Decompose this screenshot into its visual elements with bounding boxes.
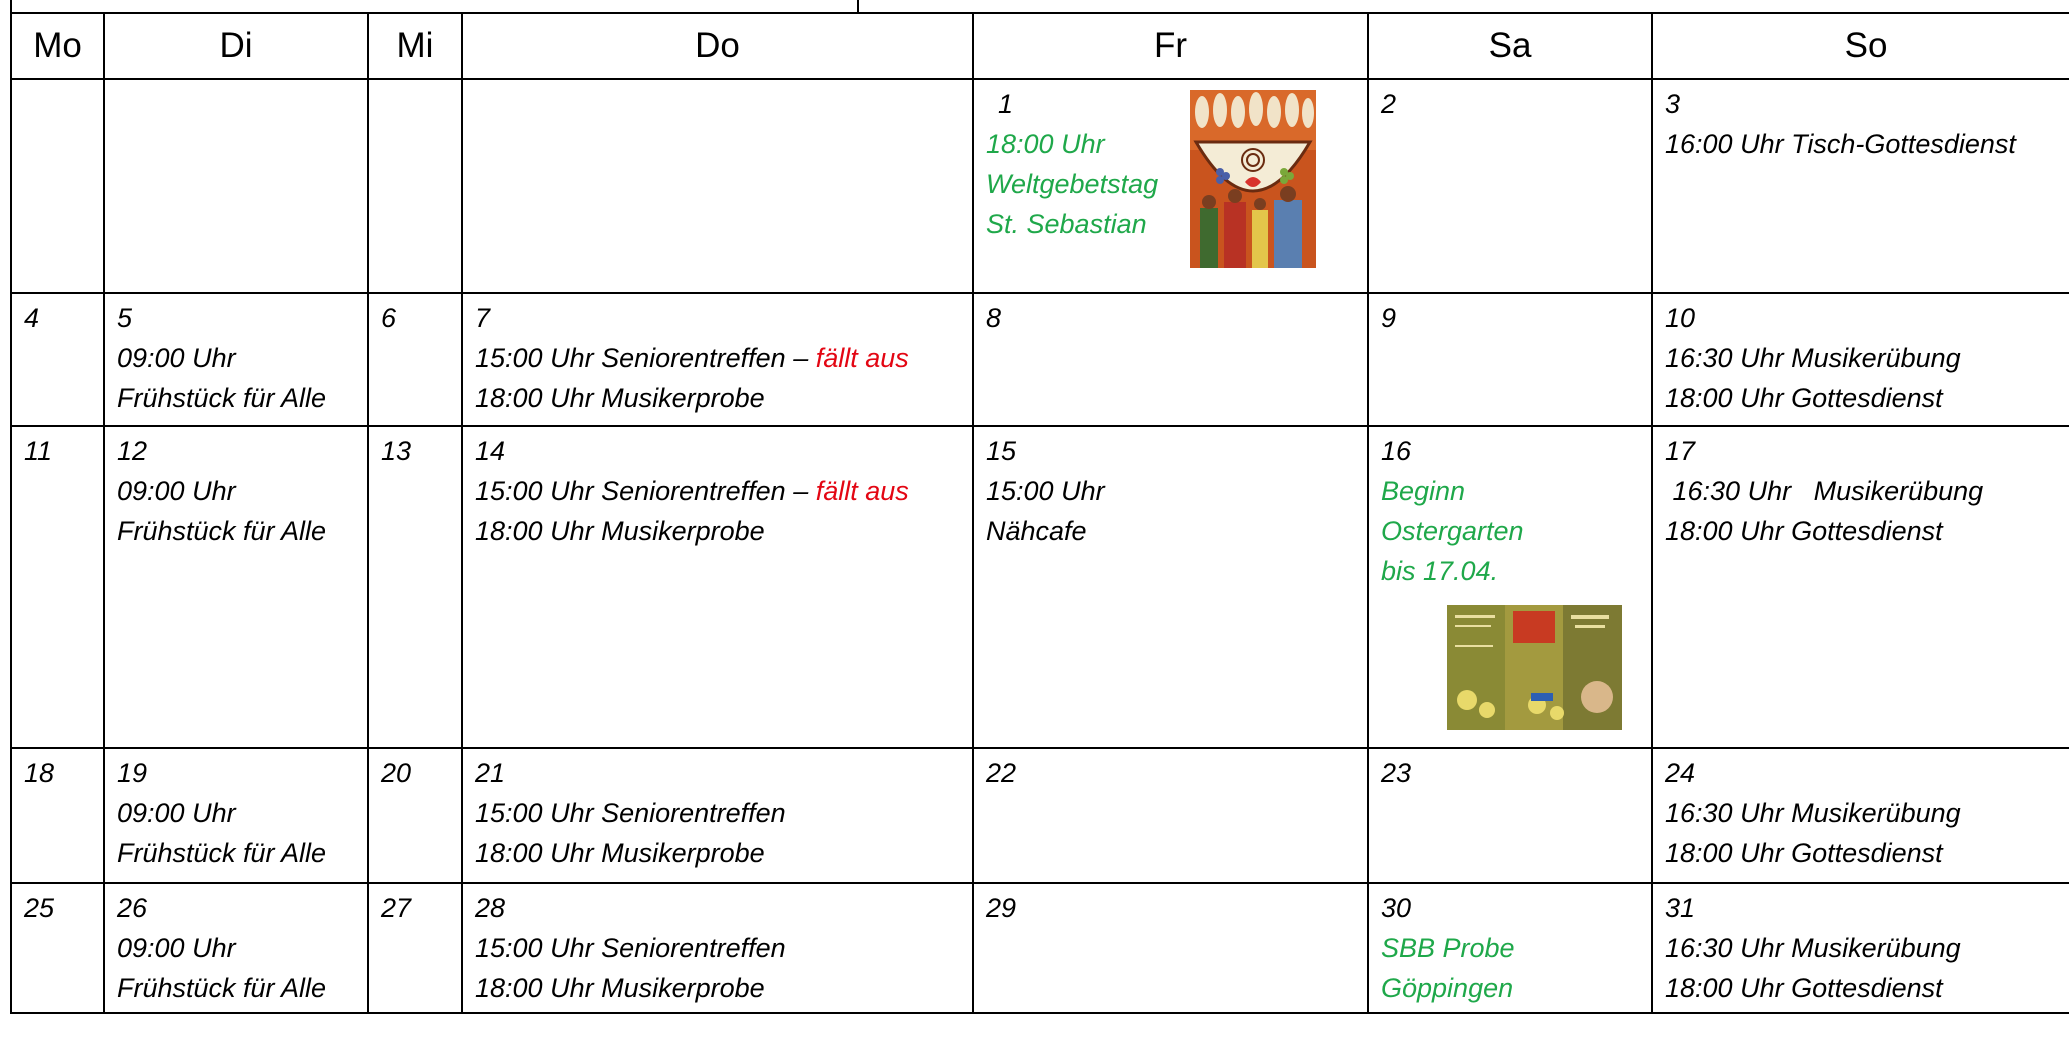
day-number: 20: [381, 758, 412, 788]
day-number: 2: [1381, 89, 1397, 119]
day-cell-do-7: [462, 293, 973, 426]
day-cell-so-17: [1652, 426, 2069, 748]
event-line: [475, 338, 972, 378]
weltgebetstag-poster-image: [1190, 90, 1316, 268]
day-number: 8: [986, 303, 1002, 333]
event-title: Beginn: [1381, 476, 1466, 506]
day-cell-sa-30: [1368, 883, 1652, 1013]
day-cell-di-5: [104, 293, 368, 426]
day-number: 18: [24, 758, 55, 788]
day-number: 7: [475, 303, 491, 333]
day-number: 5: [117, 303, 133, 333]
event-location: Göppingen: [1381, 973, 1514, 1003]
event-time: 15:00 Uhr: [986, 476, 1105, 506]
day-cell-mo-4: [11, 293, 104, 426]
event-time: 09:00 Uhr: [117, 476, 236, 506]
event-line: 16:30 Uhr Musikerübung: [1665, 933, 1961, 963]
day-cell-empty: [104, 79, 368, 293]
week-row-5: [11, 883, 2069, 1013]
day-cell-do-21: [462, 748, 973, 883]
event-title: Frühstück für Alle: [117, 838, 327, 868]
event-line: [475, 471, 972, 511]
day-number: 22: [986, 758, 1017, 788]
header-di: Di: [104, 13, 368, 79]
cancelled-label: fällt aus: [815, 476, 909, 506]
event-line: 16:30 Uhr Musikerübung: [1665, 343, 1961, 373]
day-cell-so-3: [1652, 79, 2069, 293]
event-title: Frühstück für Alle: [117, 516, 327, 546]
event-time: 09:00 Uhr: [117, 933, 236, 963]
day-number: 25: [24, 893, 55, 923]
event-line: 18:00 Uhr Gottesdienst: [1665, 838, 1943, 868]
header-mo: Mo: [11, 13, 104, 79]
day-number: 26: [117, 893, 148, 923]
day-number: 3: [1665, 89, 1681, 119]
day-number: 19: [117, 758, 148, 788]
event-line: 18:00 Uhr Gottesdienst: [1665, 516, 1943, 546]
event-line: 18:00 Uhr Musikerprobe: [475, 973, 765, 1003]
day-number: 29: [986, 893, 1017, 923]
event-line: 15:00 Uhr Seniorentreffen: [475, 933, 786, 963]
day-cell-do-14: [462, 426, 973, 748]
week-row-3: [11, 426, 2069, 748]
ostergarten-flyer-image: [1447, 605, 1622, 730]
day-cell-empty: [368, 79, 462, 293]
day-number: 1: [998, 89, 1014, 119]
calendar-table: [10, 12, 2069, 1014]
weekday-header-row: [11, 13, 2069, 79]
week-row-2: [11, 293, 2069, 426]
event-title: SBB Probe: [1381, 933, 1515, 963]
day-cell-mi-27: [368, 883, 462, 1013]
day-cell-di-26: [104, 883, 368, 1013]
day-cell-mo-11: [11, 426, 104, 748]
day-number: 23: [1381, 758, 1412, 788]
day-number: 28: [475, 893, 506, 923]
event-line: 15:00 Uhr Seniorentreffen: [475, 798, 786, 828]
event-line: 16:30 Uhr Musikerübung: [1665, 798, 1961, 828]
event-title: Frühstück für Alle: [117, 973, 327, 1003]
day-number: 12: [117, 436, 148, 466]
day-cell-sa-23: [1368, 748, 1652, 883]
event-text: 15:00 Uhr Seniorentreffen –: [475, 476, 816, 506]
day-cell-mi-20: [368, 748, 462, 883]
day-cell-sa-9: [1368, 293, 1652, 426]
day-number: 27: [381, 893, 412, 923]
day-number: 16: [1381, 436, 1412, 466]
day-number: 31: [1665, 893, 1696, 923]
event-time: 09:00 Uhr: [117, 343, 236, 373]
event-line: 18:00 Uhr Gottesdienst: [1665, 383, 1943, 413]
cancelled-label: fällt aus: [815, 343, 909, 373]
event-line: 16:30 Uhr Musikerübung: [1665, 476, 1984, 506]
day-cell-do-28: [462, 883, 973, 1013]
event-title: Ostergarten: [1381, 516, 1524, 546]
day-number: 4: [24, 303, 40, 333]
event-title: Frühstück für Alle: [117, 383, 327, 413]
event-time: 18:00 Uhr: [986, 129, 1105, 159]
day-cell-empty: [462, 79, 973, 293]
top-strip-line: [857, 0, 859, 12]
top-strip: [0, 0, 2069, 12]
day-number: 6: [381, 303, 397, 333]
event-title: Nähcafe: [986, 516, 1087, 546]
day-cell-sa-2: [1368, 79, 1652, 293]
event-line: 18:00 Uhr Musikerprobe: [475, 383, 765, 413]
week-row-4: [11, 748, 2069, 883]
event-line: 18:00 Uhr Musikerprobe: [475, 516, 765, 546]
day-number: 15: [986, 436, 1017, 466]
day-cell-fr-29: [973, 883, 1368, 1013]
event-title: Weltgebetstag: [986, 169, 1159, 199]
day-number: 11: [24, 436, 53, 466]
week-row-1: [11, 79, 2069, 293]
event-dates: bis 17.04.: [1381, 556, 1499, 586]
top-strip-line: [10, 0, 12, 12]
day-cell-so-31: [1652, 883, 2069, 1013]
event-location: St. Sebastian: [986, 209, 1147, 239]
header-mi: Mi: [368, 13, 462, 79]
day-number: 9: [1381, 303, 1397, 333]
event-line: 18:00 Uhr Musikerprobe: [475, 838, 765, 868]
day-cell-fr-15: [973, 426, 1368, 748]
event-time: 09:00 Uhr: [117, 798, 236, 828]
day-cell-fr-22: [973, 748, 1368, 883]
day-number: 10: [1665, 303, 1696, 333]
day-cell-mo-25: [11, 883, 104, 1013]
day-cell-so-24: [1652, 748, 2069, 883]
day-cell-di-12: [104, 426, 368, 748]
header-sa: Sa: [1368, 13, 1652, 79]
day-cell-so-10: [1652, 293, 2069, 426]
day-number: 14: [475, 436, 506, 466]
header-fr: Fr: [973, 13, 1368, 79]
day-cell-mi-6: [368, 293, 462, 426]
day-cell-fr-8: [973, 293, 1368, 426]
day-number: 17: [1665, 436, 1696, 466]
day-cell-mi-13: [368, 426, 462, 748]
day-number: 13: [381, 436, 412, 466]
day-cell-di-19: [104, 748, 368, 883]
header-do: Do: [462, 13, 973, 79]
day-number: 21: [475, 758, 506, 788]
event-line: 18:00 Uhr Gottesdienst: [1665, 973, 1943, 1003]
event-line: 16:00 Uhr Tisch-Gottesdienst: [1665, 129, 2016, 159]
header-so: So: [1652, 13, 2069, 79]
day-cell-mo-18: [11, 748, 104, 883]
day-number: 30: [1381, 893, 1412, 923]
day-number: 24: [1665, 758, 1696, 788]
event-text: 15:00 Uhr Seniorentreffen –: [475, 343, 816, 373]
day-cell-empty: [11, 79, 104, 293]
